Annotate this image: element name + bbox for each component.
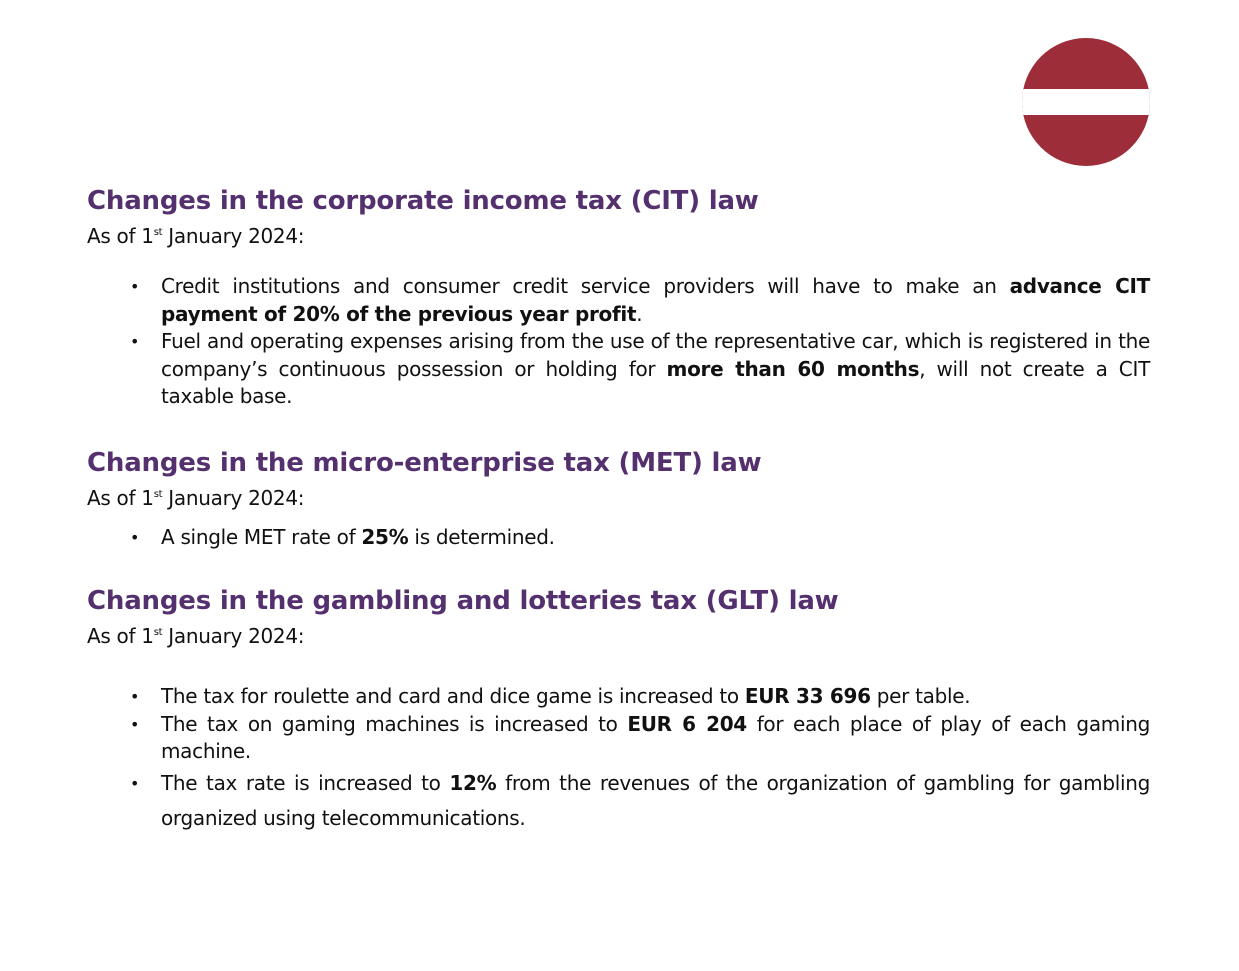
bullet-icon: • (130, 277, 140, 296)
bullet-list (87, 683, 1150, 836)
as-of-date: As of 1st January 2024: (87, 224, 305, 248)
list-item: • Fuel and operating expenses arising from the use of the representative car, which is registered in the company’s continuous possession or holding for more than 60 months, will not create a CIT taxable base. (130, 329, 1150, 408)
bullet-list (87, 273, 1150, 411)
list-item: • Credit institutions and consumer credit service providers will have to make an advance CIT payment of 20% of the previous year profit. (130, 274, 1150, 326)
list-item: • The tax on gaming machines is increased to EUR 6 204 for each place of play of each gaming machine. (130, 711, 1150, 763)
bullet-icon: • (130, 773, 140, 793)
bullet-icon: • (130, 687, 140, 706)
bullet-icon: • (130, 714, 140, 734)
section-title: Changes in the corporate income tax (CIT) law (87, 186, 759, 216)
section-met (87, 445, 1150, 552)
list-item: • A single MET rate of 25% is determined. (161, 524, 1150, 552)
bullet-icon: • (130, 332, 140, 351)
bullet-list (87, 524, 1150, 552)
section-title: Changes in the micro-enterprise tax (MET) law (87, 447, 762, 478)
as-of-date: As of 1st January 2024: (87, 485, 305, 510)
document-body (87, 183, 1150, 836)
bullet-icon: • (130, 527, 140, 547)
list-item: • The tax for roulette and card and dice game is increased to EUR 33 696 per table. (161, 683, 1150, 711)
as-of-date: As of 1st January 2024: (87, 624, 305, 648)
section-glt (87, 583, 1150, 836)
list-item: • The tax rate is increased to 12% from the revenues of the organization of gambling for gambling organized using telecommunications. (161, 766, 1150, 836)
flag-white-stripe (1022, 89, 1150, 115)
section-title: Changes in the gambling and lotteries tax (GLT) law (87, 586, 839, 616)
latvia-flag-icon (1022, 38, 1150, 166)
section-cit (87, 183, 1150, 411)
